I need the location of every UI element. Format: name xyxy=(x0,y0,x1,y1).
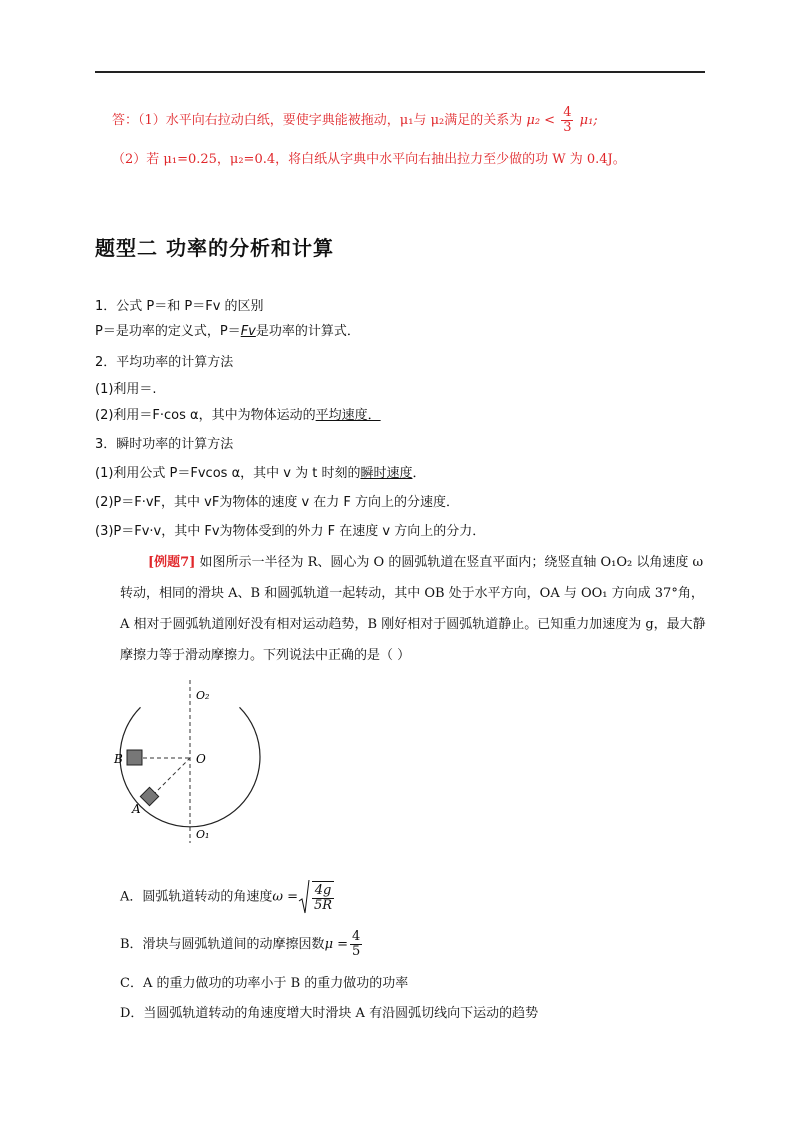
point-7-inst-speed: 瞬时速度 xyxy=(360,466,413,481)
option-a-den: 5R xyxy=(314,898,333,913)
label-b: B xyxy=(114,752,123,766)
option-a-num: 4g xyxy=(312,884,334,899)
answer-line-2: （2）若 μ₁=0.25，μ₂=0.4，将白纸从字典中水平向右抽出拉力至少做的功 W 为 0.4J。 xyxy=(112,152,626,167)
option-b-text: B．滑块与圆弧轨道间的动摩擦因数 xyxy=(120,937,325,952)
point-5 xyxy=(95,405,381,427)
answer-fraction-den: 3 xyxy=(563,120,572,135)
option-a xyxy=(120,879,336,915)
answer-line-1 xyxy=(112,106,598,135)
option-b-den: 5 xyxy=(352,944,361,959)
example-tag: [例题7] xyxy=(148,555,196,570)
option-b-fraction xyxy=(350,930,362,959)
top-rule xyxy=(95,71,705,73)
option-b xyxy=(120,930,364,959)
option-a-math-lhs: ω = xyxy=(272,889,299,905)
point-5-avg-speed: 平均速度． xyxy=(315,408,381,423)
point-7 xyxy=(95,463,425,485)
answer-fraction-num: 4 xyxy=(563,105,572,120)
option-a-text: A．圆弧轨道转动的角速度 xyxy=(120,889,273,905)
option-b-num: 4 xyxy=(352,929,361,944)
label-o1: O₁ xyxy=(196,828,210,841)
point-2-suffix: 是功率的计算式． xyxy=(255,324,360,339)
option-c: C．A 的重力做功的功率小于 B 的重力做功的功率 xyxy=(120,976,409,991)
point-7-text: (1)利用公式 P＝Fvcos α，其中 v 为 t 时刻的 xyxy=(95,466,361,481)
label-a: A xyxy=(132,802,141,816)
section-title: 题型二 功率的分析和计算 xyxy=(95,236,334,260)
answer-fraction xyxy=(561,106,573,135)
sqrt-radical-icon xyxy=(298,879,310,915)
answer-math-rhs: μ₁; xyxy=(579,113,598,128)
block-b xyxy=(127,750,142,765)
option-a-fraction xyxy=(312,881,334,913)
option-b-math-lhs: μ = xyxy=(324,937,349,952)
point-6: 3．瞬时功率的计算方法 xyxy=(95,437,234,452)
example-paragraph xyxy=(120,547,710,671)
point-5-text: (2)利用＝F·cos α，其中为物体运动的 xyxy=(95,408,316,423)
circular-track-figure xyxy=(110,678,280,848)
block-a xyxy=(140,787,158,805)
point-1: 1．公式 P＝和 P＝Fv 的区别 xyxy=(95,299,264,314)
sqrt-sign xyxy=(298,879,310,915)
point-3: 2．平均功率的计算方法 xyxy=(95,355,234,370)
label-o2: O₂ xyxy=(196,689,210,702)
oa-line xyxy=(153,758,190,795)
point-4: (1)利用＝. xyxy=(95,382,157,397)
label-o: O xyxy=(196,752,206,766)
example-text: 如图所示一半径为 R、圆心为 O 的圆弧轨道在竖直平面内；绕竖直轴 O₁O₂ 以角速度 ω 转动，相同的滑块 A、B 和圆弧轨道一起转动，其中 OB 处于水平方向，OA 与 OO₁ 方向成 37°角，A 相对于圆弧轨道刚好没有相对运动趋势，B 刚好相对于圆弧轨道静止。已知重力加速度为 g，最大静摩擦力等于滑动摩擦力。下列说法中正确的是（ ） xyxy=(120,555,706,663)
point-7-suffix: ． xyxy=(412,466,426,481)
option-d: D．当圆弧轨道转动的角速度增大时滑块 A 有沿圆弧切线向下运动的趋势 xyxy=(120,1006,539,1021)
point-9: (3)P＝Fv·v，其中 Fv为物体受到的外力 F 在速度 v 方向上的分力． xyxy=(95,524,486,539)
point-8: (2)P＝F·vF，其中 vF为物体的速度 v 在力 F 方向上的分速度． xyxy=(95,495,460,510)
point-2 xyxy=(95,321,360,343)
answer-math-lhs: μ₂ < xyxy=(526,113,556,128)
point-2-text: P＝是功率的定义式，P＝ xyxy=(95,324,241,339)
point-2-fv: Fv xyxy=(240,324,256,339)
answer-line-1-text: 答：（1）水平向右拉动白纸，要使字典能被拖动，μ₁与 μ₂满足的关系为 xyxy=(112,113,523,128)
